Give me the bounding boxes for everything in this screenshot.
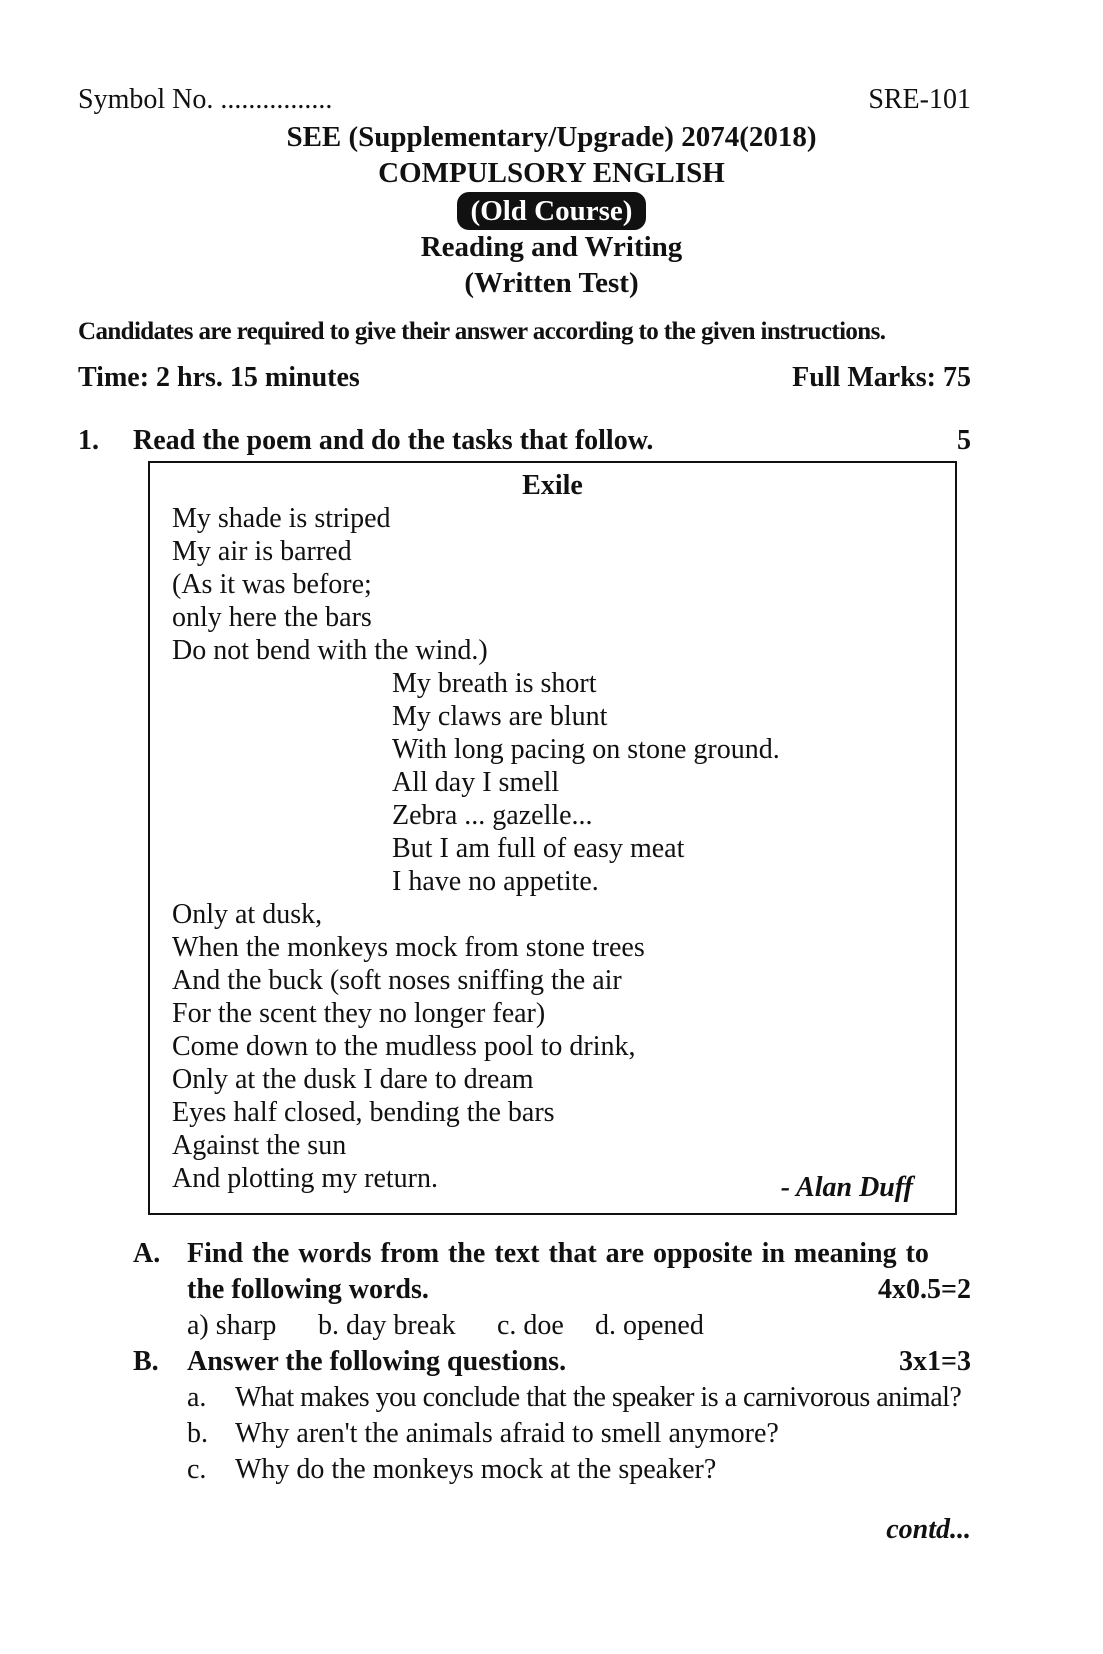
question-b-b: Why aren't the animals afraid to smell anymore?	[235, 1418, 779, 1449]
question-b-a: What makes you conclude that the speaker is a carnivorous animal?	[235, 1382, 962, 1413]
question-marks: 5	[957, 425, 971, 456]
poem-line-s3-5: Come down to the mudless pool to drink,	[172, 1031, 636, 1062]
question-b-a-label: a.	[187, 1382, 207, 1413]
poem-line-s2-4: All day I smell	[392, 767, 560, 798]
poem-author: - Alan Duff	[780, 1172, 913, 1203]
poem-line-s2-1: My breath is short	[392, 668, 597, 699]
full-marks: Full Marks: 75	[792, 362, 971, 393]
poem-title: Exile	[522, 470, 583, 501]
part-b-text: Answer the following questions.	[187, 1346, 567, 1377]
part-a-line1: Find the words from the text that are opposite in meaning to	[187, 1238, 929, 1269]
question-b-b-label: b.	[187, 1418, 208, 1449]
poem-line-s3-1: Only at dusk,	[172, 899, 323, 930]
option-b: b. day break	[318, 1310, 456, 1341]
part-b-label: B.	[133, 1346, 159, 1377]
question-number: 1.	[78, 425, 99, 456]
option-a: a) sharp	[187, 1310, 277, 1341]
question-b-c: Why do the monkeys mock at the speaker?	[235, 1454, 717, 1485]
poem-line-s2-6: But I am full of easy meat	[392, 833, 685, 864]
poem-line-s3-2: When the monkeys mock from stone trees	[172, 932, 645, 963]
symbol-number: Symbol No. ................	[78, 84, 333, 115]
part-a-label: A.	[133, 1238, 161, 1269]
poem-line-s3-9: And plotting my return.	[172, 1163, 438, 1194]
option-d: d. opened	[595, 1310, 704, 1341]
poem-line-s1-1: My shade is striped	[172, 503, 391, 534]
part-a-marks: 4x0.5=2	[878, 1274, 971, 1305]
paper-title: Reading and Writing	[420, 231, 683, 263]
poem-line-s1-2: My air is barred	[172, 536, 352, 567]
exam-time: Time: 2 hrs. 15 minutes	[78, 362, 360, 393]
continued-note: contd...	[886, 1514, 971, 1545]
poem-line-s3-6: Only at the dusk I dare to dream	[172, 1064, 534, 1095]
poem-line-s2-2: My claws are blunt	[392, 701, 608, 732]
subject-title: COMPULSORY ENGLISH	[378, 157, 725, 189]
poem-line-s3-8: Against the sun	[172, 1130, 347, 1161]
poem-line-s3-3: And the buck (soft noses sniffing the air	[172, 965, 622, 996]
poem-line-s1-5: Do not bend with the wind.)	[172, 635, 488, 666]
poem-line-s2-7: I have no appetite.	[392, 866, 599, 897]
part-b-marks: 3x1=3	[899, 1346, 971, 1377]
question-b-c-label: c.	[187, 1454, 207, 1485]
question-text: Read the poem and do the tasks that follow.	[133, 425, 654, 456]
paper-code: SRE-101	[868, 84, 971, 115]
test-title: (Written Test)	[464, 267, 639, 299]
poem-line-s2-5: Zebra ... gazelle...	[392, 800, 593, 831]
instructions: Candidates are required to give their answer according to the given instructions.	[78, 318, 886, 345]
option-c: c. doe	[497, 1310, 564, 1341]
part-a-line2: the following words.	[187, 1274, 429, 1305]
poem-line-s3-7: Eyes half closed, bending the bars	[172, 1097, 555, 1128]
poem-line-s1-4: only here the bars	[172, 602, 372, 633]
poem-line-s2-3: With long pacing on stone ground.	[392, 734, 780, 765]
poem-line-s3-4: For the scent they no longer fear)	[172, 998, 546, 1029]
exam-title: SEE (Supplementary/Upgrade) 2074(2018)	[286, 121, 817, 153]
poem-line-s1-3: (As it was before;	[172, 569, 372, 600]
course-badge: (Old Course)	[457, 192, 647, 230]
